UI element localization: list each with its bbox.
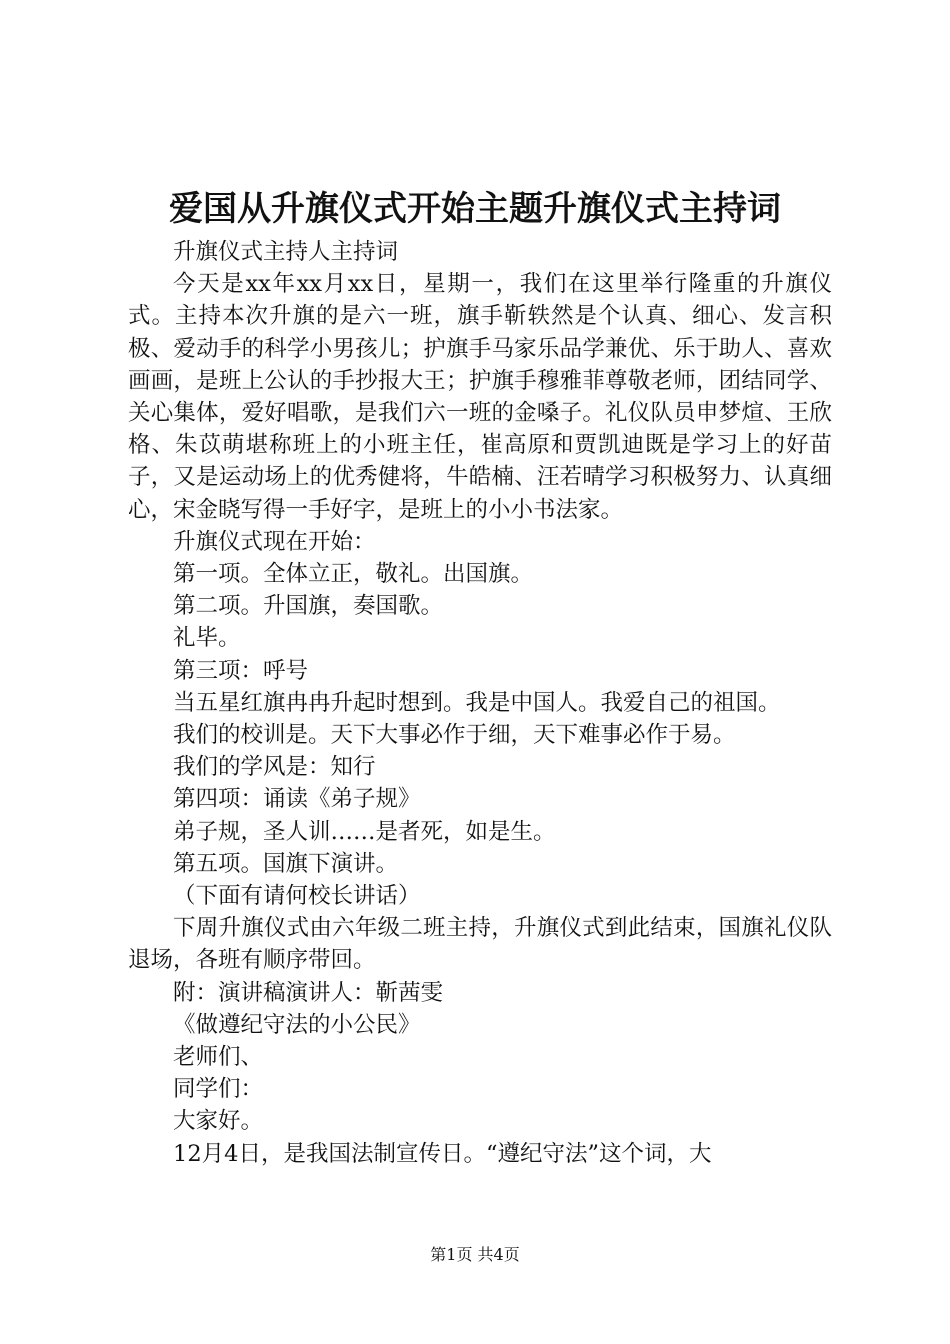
paragraph: 当五星红旗冉冉升起时想到。我是中国人。我爱自己的祖国。	[173, 689, 781, 716]
paragraph: 第三项：呼号	[173, 657, 309, 684]
paragraph: 老师们、	[173, 1044, 264, 1071]
paragraph: 今天是xx年xx月xx日，星期一，我们在这里举行隆重的升旗仪式。主持本次升旗的是六一班，旗手靳轶然是个认真、细心、发言积极、爱动手的科学小男孩儿；护旗手马家乐品学兼优、乐于助人、喜欢画画，是班上公认的手抄报大王；护旗手穆雅菲尊敬老师，团结同学、关心集体，爱好唱歌，是我们六一班的金嗓子。礼仪队员申梦煊、王欣格、朱苡萌堪称班上的小班主任，崔高原和贾凯迪既是学习上的好苗子，又是运动场上的优秀健将，牛皓楠、汪若晴学习积极努力、认真细心，宋金晓写得一手好字，是班上的小小书法家。	[128, 271, 832, 523]
paragraph: 升旗仪式主持人主持词	[173, 239, 399, 265]
paragraph: 我们的校训是。天下大事必作于细，天下难事必作于易。	[173, 722, 736, 749]
paragraph: 《做遵纪守法的小公民》	[173, 1011, 421, 1038]
paragraph: 第五项。国旗下演讲。	[173, 850, 399, 877]
paragraph: 12月4日，是我国法制宣传日。“遵纪守法”这个词，大	[173, 1140, 712, 1167]
paragraph: 下周升旗仪式由六年级二班主持，升旗仪式到此结束，国旗礼仪队退场，各班有顺序带回。	[128, 915, 832, 974]
paragraph: 礼毕。	[173, 625, 241, 652]
page-number: 第1页 共4页	[430, 1245, 520, 1264]
document-body	[128, 236, 832, 1170]
paragraph: 第一项。全体立正，敬礼。出国旗。	[173, 561, 534, 588]
paragraph: 第四项：诵读《弟子规》	[173, 786, 421, 813]
paragraph: 同学们：	[173, 1076, 264, 1103]
document-title: 爱国从升旗仪式开始主题升旗仪式主持词	[169, 189, 781, 229]
paragraph: 我们的学风是：知行	[173, 754, 376, 781]
paragraph: 弟子规，圣人训……是者死，如是生。	[173, 818, 556, 845]
paragraph: 第二项。升国旗，奏国歌。	[173, 593, 444, 620]
paragraph: 升旗仪式现在开始：	[173, 528, 376, 555]
paragraph: （下面有请何校长讲话）	[173, 883, 421, 910]
paragraph: 大家好。	[173, 1108, 264, 1135]
paragraph: 附：演讲稿演讲人：靳茜雯	[173, 979, 444, 1006]
